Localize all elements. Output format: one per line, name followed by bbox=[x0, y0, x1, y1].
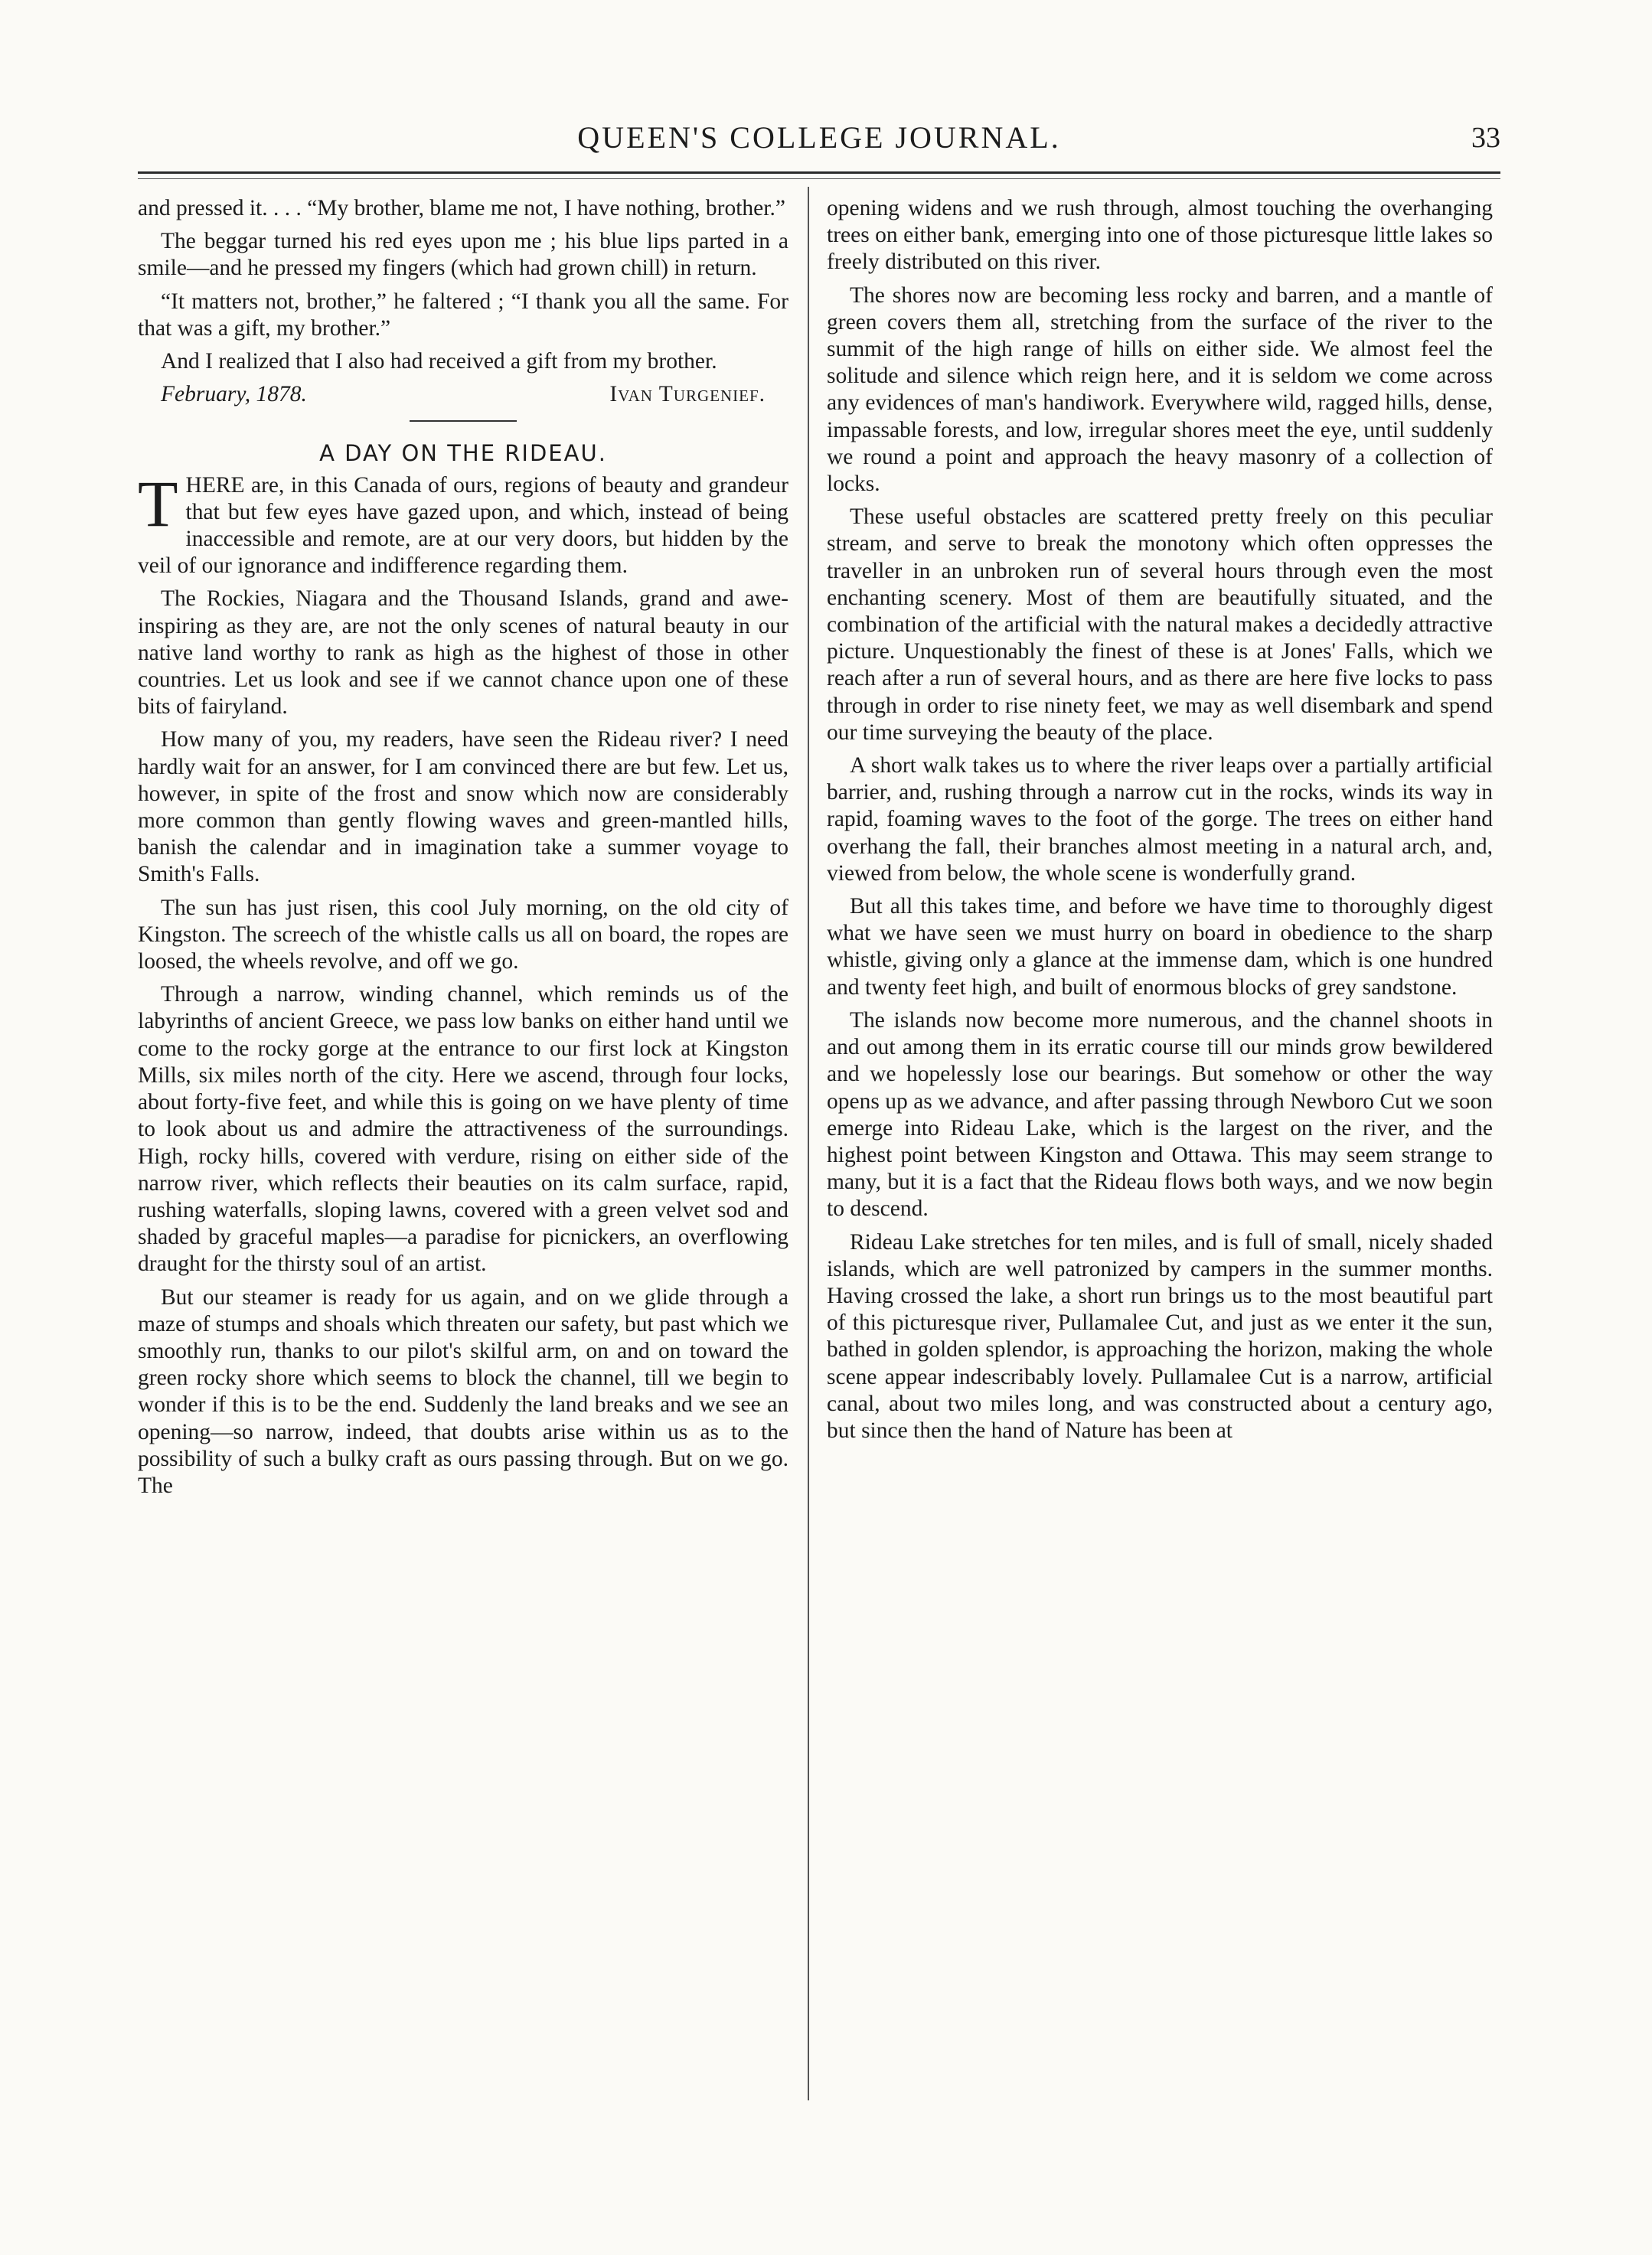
header-rule-thin bbox=[138, 178, 1500, 179]
paragraph: But our steamer is ready for us again, and on we glide through a maze of stumps and shoals which threaten our safety, but past which we smoothly run, thanks to our pilot's skilful arm, on and on toward the green rocky shore which seems to block the channel, till we begin to wonder if this is to be the end. Suddenly the land breaks and we see an opening—so narrow, indeed, that doubts arise within us as to the possibility of such a bulky craft as ours passing through. But on we go. The bbox=[138, 1284, 788, 1498]
page-header bbox=[138, 115, 1500, 168]
header-rule bbox=[138, 171, 1500, 174]
paragraph: The beggar turned his red eyes upon me ; his blue lips parted in a smile—and he pressed my fingers (which had grown chill) in return. bbox=[138, 229, 788, 281]
column-divider bbox=[808, 187, 809, 2100]
journal-title: QUEEN'S COLLEGE JOURNAL. bbox=[577, 120, 1061, 155]
article-title: A DAY ON THE RIDEAU. bbox=[319, 440, 607, 467]
paragraph: The sun has just risen, this cool July morning, on the old city of Kingston. The screech of the whistle calls us all on board, the ropes are loosed, the wheels revolve, and off we go. bbox=[138, 895, 788, 974]
paragraph: How many of you, my readers, have seen the Rideau river? I need hardly wait for an answer, for I am convinced there are but few. Let us, however, in spite of the frost and snow which now are considerably more common than gently flowing waves and green-mantled hills, banish the calendar and in imagination take a summer voyage to Smith's Falls. bbox=[138, 727, 788, 887]
paragraph: The shores now are becoming less rocky and barren, and a mantle of green covers them all, stretching from the surface of the river to the summit of the high range of hills on either side. We almost feel the solitude and silence which reign here, and it is seldom we come across any evidences of man's handiwork. Everywhere wild, ragged hills, dense, impassable forests, and low, irregular shores meet the eye, until suddenly we round a point and approach the heavy masonry of a collection of locks. bbox=[827, 282, 1493, 497]
signoff-author: Ivan Turgenief. bbox=[609, 382, 766, 407]
paragraph: and pressed it. . . . “My brother, blame me not, I have nothing, brother.” bbox=[138, 196, 785, 220]
section-divider bbox=[410, 420, 517, 422]
left-column bbox=[138, 195, 788, 1506]
signoff bbox=[138, 381, 788, 408]
first-paragraph-text: HERE are, in this Canada of ours, regions of beauty and grandeur that but few eyes have gazed upon, and which, instead of being inaccessible and remote, are at our very doors, but hidden by the veil of our ignorance and indifference regarding them. bbox=[138, 472, 788, 579]
right-column bbox=[827, 195, 1493, 1451]
paragraph: These useful obstacles are scattered pretty freely on this peculiar stream, and serve to break the monotony which often oppresses the traveller in an unbroken run of several hours through even the most enchanting scenery. Most of them are beautifully situated, and the combination of the artificial with the natural makes a decidedly attractive picture. Unquestionably the finest of these is at Jones' Falls, which we reach after a run of several hours, and as there are here five locks to pass through in order to rise ninety feet, we may as well disembark and spend our time surveying the beauty of the place. bbox=[827, 504, 1493, 745]
paragraph: But all this takes time, and before we have time to thoroughly digest what we have seen we must hurry on board in obedience to the sharp whistle, giving only a glance at the immense dam, which is one hundred and twenty feet high, and built of enormous blocks of grey sandstone. bbox=[827, 894, 1493, 1000]
paragraph: A short walk takes us to where the river leaps over a partially artificial barrier, and, rushing through a narrow cut in the rocks, winds its way in rapid, foaming waves to the foot of the gorge. The trees on either hand overhang the fall, their branches almost meeting in a natural arch, and, viewed from below, the whole scene is wonderfully grand. bbox=[827, 753, 1493, 886]
drop-cap: T bbox=[138, 466, 178, 540]
first-paragraph bbox=[138, 466, 788, 580]
paragraph: And I realized that I also had received a gift from my brother. bbox=[161, 349, 717, 374]
paragraph: opening widens and we rush through, almost touching the overhanging trees on either bank, emerging into one of those picturesque little lakes so freely distributed on this river. bbox=[827, 196, 1493, 275]
paragraph: Rideau Lake stretches for ten miles, and is full of small, nicely shaded islands, which are well patronized by campers in the summer months. Having crossed the lake, a short run brings us to the most beautiful part of this picturesque river, Pullamalee Cut, and just as we enter it the sun, bathed in golden splendor, is approaching the horizon, making the whole scene appear indescribably lovely. Pullamalee Cut is a narrow, artificial canal, about two miles long, and was constructed about a century ago, but since then the hand of Nature has been at bbox=[827, 1229, 1493, 1443]
paragraph: The Rockies, Niagara and the Thousand Islands, grand and awe-inspiring as they are, are not the only scenes of natural beauty in our native land worthy to rank as high as the highest of those in other countries. Let us look and see if we cannot chance upon one of these bits of fairyland. bbox=[138, 586, 788, 720]
paragraph: The islands now become more numerous, and the channel shoots in and out among them in its erratic course till our minds grow bewildered and we hopelessly lose our bearings. But somehow or other the way opens up as we advance, and after passing through Newboro Cut we soon emerge into Rideau Lake, which is the largest on the river, and the highest point between Kingston and Ottawa. This may seem strange to many, but it is a fact that the Rideau flows both ways, and we now begin to descend. bbox=[827, 1007, 1493, 1222]
page-number: 33 bbox=[1471, 122, 1500, 154]
signoff-date: February, 1878. bbox=[161, 382, 307, 407]
paragraph: Through a narrow, winding channel, which reminds us of the labyrinths of ancient Greece, we pass low banks on either hand until we come to the rocky gorge at the entrance to our first lock at Kingston Mills, six miles north of the city. Here we ascend, through four locks, about forty-five feet, and while this is going on we have plenty of time to look about us and admire the attractiveness of the surroundings. High, rocky hills, covered with verdure, rising on either side of the narrow river, which reflects their beauties on its calm surface, rapid, rushing waterfalls, sloping lawns, covered with a green velvet sod and shaded by graceful maples—a paradise for picnickers, an overflowing draught for the thirsty soul of an artist. bbox=[138, 982, 788, 1277]
paragraph: “It matters not, brother,” he faltered ; “I thank you all the same. For that was a gift, my brother.” bbox=[138, 289, 788, 341]
